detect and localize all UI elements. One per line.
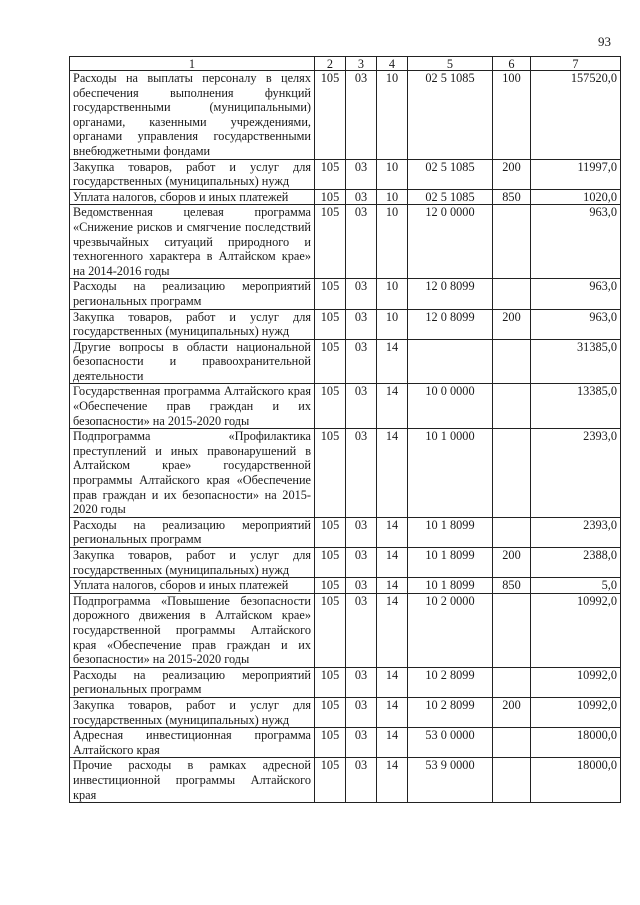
row-expense-type-cell: 200 bbox=[493, 548, 531, 578]
row-expense-type-cell: 200 bbox=[493, 159, 531, 189]
row-ministry-code-cell: 105 bbox=[315, 309, 346, 339]
table-row bbox=[70, 384, 621, 429]
row-amount-cell: 5,0 bbox=[531, 578, 621, 594]
row-name-cell: Закупка товаров, работ и услуг для государственных (муниципальных) нужд bbox=[70, 309, 315, 339]
row-subsection-cell: 10 bbox=[377, 279, 408, 309]
row-section-cell: 03 bbox=[346, 429, 377, 518]
row-name-cell: Адресная инвестиционная программа Алтайского края bbox=[70, 728, 315, 758]
row-section-cell: 03 bbox=[346, 309, 377, 339]
row-name-cell: Расходы на выплаты персоналу в целях обеспечения выполнения функций государственными (муниципальными) органами, казенными учреждениями, органами управления государственными внебюджетными фондами bbox=[70, 71, 315, 160]
table-row bbox=[70, 578, 621, 594]
row-subsection-cell: 14 bbox=[377, 758, 408, 803]
row-target-article-cell: 02 5 1085 bbox=[408, 189, 493, 205]
table-row bbox=[70, 189, 621, 205]
row-name-cell: Расходы на реализацию мероприятий региональных программ bbox=[70, 279, 315, 309]
row-ministry-code-cell: 105 bbox=[315, 384, 346, 429]
row-ministry-code-cell: 105 bbox=[315, 339, 346, 384]
row-target-article-cell: 12 0 8099 bbox=[408, 279, 493, 309]
row-target-article-cell: 12 0 0000 bbox=[408, 205, 493, 279]
row-subsection-cell: 10 bbox=[377, 205, 408, 279]
row-ministry-code-cell: 105 bbox=[315, 667, 346, 697]
row-expense-type-cell bbox=[493, 728, 531, 758]
row-subsection-cell: 14 bbox=[377, 429, 408, 518]
table-header-row bbox=[70, 57, 621, 71]
row-expense-type-cell: 200 bbox=[493, 697, 531, 727]
table-row bbox=[70, 309, 621, 339]
row-amount-cell: 10992,0 bbox=[531, 593, 621, 667]
header-cell: 4 bbox=[377, 57, 408, 71]
row-name-cell: Другие вопросы в области национальной безопасности и правоохранительной деятельности bbox=[70, 339, 315, 384]
row-name-cell: Подпрограмма «Профилактика преступлений и иных правонарушений в Алтайском крае» государственной программы Алтайского края «Обеспечение прав граждан и их безопасности» на 2015-2020 годы bbox=[70, 429, 315, 518]
row-amount-cell: 963,0 bbox=[531, 309, 621, 339]
row-section-cell: 03 bbox=[346, 758, 377, 803]
row-subsection-cell: 14 bbox=[377, 339, 408, 384]
row-name-cell: Прочие расходы в рамках адресной инвестиционной программы Алтайского края bbox=[70, 758, 315, 803]
row-subsection-cell: 14 bbox=[377, 593, 408, 667]
row-subsection-cell: 14 bbox=[377, 517, 408, 547]
row-expense-type-cell bbox=[493, 593, 531, 667]
row-name-cell: Подпрограмма «Повышение безопасности дорожного движения в Алтайском крае» государственной программы Алтайского края «Обеспечение прав граждан и их безопасности» на 2015-2020 годы bbox=[70, 593, 315, 667]
row-target-article-cell: 10 1 8099 bbox=[408, 517, 493, 547]
row-section-cell: 03 bbox=[346, 517, 377, 547]
table-row bbox=[70, 728, 621, 758]
row-ministry-code-cell: 105 bbox=[315, 758, 346, 803]
row-amount-cell: 963,0 bbox=[531, 205, 621, 279]
row-subsection-cell: 10 bbox=[377, 159, 408, 189]
row-section-cell: 03 bbox=[346, 548, 377, 578]
row-subsection-cell: 10 bbox=[377, 189, 408, 205]
row-ministry-code-cell: 105 bbox=[315, 71, 346, 160]
row-ministry-code-cell: 105 bbox=[315, 279, 346, 309]
row-section-cell: 03 bbox=[346, 593, 377, 667]
row-name-cell: Уплата налогов, сборов и иных платежей bbox=[70, 578, 315, 594]
row-subsection-cell: 10 bbox=[377, 309, 408, 339]
row-name-cell: Закупка товаров, работ и услуг для государственных (муниципальных) нужд bbox=[70, 697, 315, 727]
budget-table bbox=[69, 56, 621, 803]
row-ministry-code-cell: 105 bbox=[315, 189, 346, 205]
row-ministry-code-cell: 105 bbox=[315, 697, 346, 727]
row-target-article-cell: 53 9 0000 bbox=[408, 758, 493, 803]
row-name-cell: Расходы на реализацию мероприятий региональных программ bbox=[70, 667, 315, 697]
table-row bbox=[70, 339, 621, 384]
row-target-article-cell: 10 2 8099 bbox=[408, 667, 493, 697]
row-section-cell: 03 bbox=[346, 384, 377, 429]
row-target-article-cell: 12 0 8099 bbox=[408, 309, 493, 339]
row-target-article-cell: 02 5 1085 bbox=[408, 159, 493, 189]
table-row bbox=[70, 517, 621, 547]
row-subsection-cell: 14 bbox=[377, 578, 408, 594]
row-expense-type-cell bbox=[493, 384, 531, 429]
row-expense-type-cell bbox=[493, 667, 531, 697]
row-expense-type-cell: 200 bbox=[493, 309, 531, 339]
table-row bbox=[70, 667, 621, 697]
row-target-article-cell: 10 2 0000 bbox=[408, 593, 493, 667]
header-cell: 5 bbox=[408, 57, 493, 71]
row-amount-cell: 18000,0 bbox=[531, 728, 621, 758]
row-target-article-cell: 10 1 0000 bbox=[408, 429, 493, 518]
header-cell: 2 bbox=[315, 57, 346, 71]
row-subsection-cell: 10 bbox=[377, 71, 408, 160]
row-expense-type-cell bbox=[493, 517, 531, 547]
row-expense-type-cell bbox=[493, 279, 531, 309]
table-row bbox=[70, 593, 621, 667]
row-section-cell: 03 bbox=[346, 697, 377, 727]
row-section-cell: 03 bbox=[346, 728, 377, 758]
row-amount-cell: 11997,0 bbox=[531, 159, 621, 189]
row-subsection-cell: 14 bbox=[377, 728, 408, 758]
page-number: 93 bbox=[598, 34, 611, 49]
header-cell: 3 bbox=[346, 57, 377, 71]
row-name-cell: Государственная программа Алтайского края «Обеспечение прав граждан и их безопасности» на 2015-2020 годы bbox=[70, 384, 315, 429]
row-ministry-code-cell: 105 bbox=[315, 159, 346, 189]
row-name-cell: Закупка товаров, работ и услуг для государственных (муниципальных) нужд bbox=[70, 159, 315, 189]
table-row bbox=[70, 71, 621, 160]
header-cell: 6 bbox=[493, 57, 531, 71]
row-expense-type-cell: 850 bbox=[493, 578, 531, 594]
row-ministry-code-cell: 105 bbox=[315, 578, 346, 594]
row-ministry-code-cell: 105 bbox=[315, 728, 346, 758]
table-row bbox=[70, 697, 621, 727]
row-section-cell: 03 bbox=[346, 71, 377, 160]
row-amount-cell: 1020,0 bbox=[531, 189, 621, 205]
row-expense-type-cell bbox=[493, 205, 531, 279]
row-expense-type-cell bbox=[493, 339, 531, 384]
row-expense-type-cell: 100 bbox=[493, 71, 531, 160]
table-row bbox=[70, 279, 621, 309]
row-target-article-cell: 10 1 8099 bbox=[408, 578, 493, 594]
row-amount-cell: 13385,0 bbox=[531, 384, 621, 429]
row-expense-type-cell bbox=[493, 429, 531, 518]
row-ministry-code-cell: 105 bbox=[315, 517, 346, 547]
row-section-cell: 03 bbox=[346, 667, 377, 697]
row-target-article-cell: 02 5 1085 bbox=[408, 71, 493, 160]
row-subsection-cell: 14 bbox=[377, 548, 408, 578]
row-section-cell: 03 bbox=[346, 205, 377, 279]
row-amount-cell: 2393,0 bbox=[531, 517, 621, 547]
table-row bbox=[70, 548, 621, 578]
row-amount-cell: 10992,0 bbox=[531, 667, 621, 697]
row-ministry-code-cell: 105 bbox=[315, 429, 346, 518]
row-section-cell: 03 bbox=[346, 279, 377, 309]
row-target-article-cell: 10 2 8099 bbox=[408, 697, 493, 727]
row-amount-cell: 157520,0 bbox=[531, 71, 621, 160]
row-subsection-cell: 14 bbox=[377, 384, 408, 429]
row-amount-cell: 2388,0 bbox=[531, 548, 621, 578]
row-name-cell: Ведомственная целевая программа «Снижение рисков и смягчение последствий чрезвычайных ситуаций природного и техногенного характера в Алтайском крае» на 2014-2016 годы bbox=[70, 205, 315, 279]
row-target-article-cell: 10 0 0000 bbox=[408, 384, 493, 429]
row-target-article-cell: 53 0 0000 bbox=[408, 728, 493, 758]
row-amount-cell: 2393,0 bbox=[531, 429, 621, 518]
row-section-cell: 03 bbox=[346, 578, 377, 594]
row-ministry-code-cell: 105 bbox=[315, 205, 346, 279]
row-amount-cell: 10992,0 bbox=[531, 697, 621, 727]
row-name-cell: Уплата налогов, сборов и иных платежей bbox=[70, 189, 315, 205]
row-expense-type-cell bbox=[493, 758, 531, 803]
table-row bbox=[70, 159, 621, 189]
row-subsection-cell: 14 bbox=[377, 667, 408, 697]
row-ministry-code-cell: 105 bbox=[315, 548, 346, 578]
row-subsection-cell: 14 bbox=[377, 697, 408, 727]
header-cell: 7 bbox=[531, 57, 621, 71]
table-row bbox=[70, 429, 621, 518]
row-section-cell: 03 bbox=[346, 189, 377, 205]
row-target-article-cell bbox=[408, 339, 493, 384]
row-ministry-code-cell: 105 bbox=[315, 593, 346, 667]
row-amount-cell: 31385,0 bbox=[531, 339, 621, 384]
row-name-cell: Расходы на реализацию мероприятий региональных программ bbox=[70, 517, 315, 547]
table-row bbox=[70, 205, 621, 279]
row-name-cell: Закупка товаров, работ и услуг для государственных (муниципальных) нужд bbox=[70, 548, 315, 578]
header-cell: 1 bbox=[70, 57, 315, 71]
row-amount-cell: 18000,0 bbox=[531, 758, 621, 803]
table-row bbox=[70, 758, 621, 803]
row-section-cell: 03 bbox=[346, 339, 377, 384]
row-expense-type-cell: 850 bbox=[493, 189, 531, 205]
row-section-cell: 03 bbox=[346, 159, 377, 189]
row-target-article-cell: 10 1 8099 bbox=[408, 548, 493, 578]
row-amount-cell: 963,0 bbox=[531, 279, 621, 309]
